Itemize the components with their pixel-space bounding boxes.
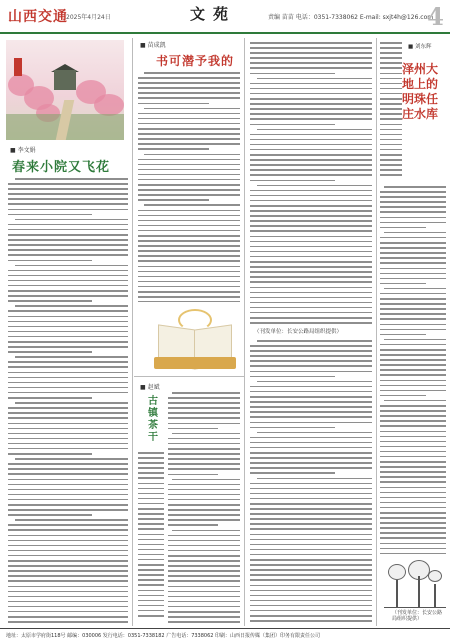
page-number: 4 xyxy=(427,2,444,31)
article-title: 泽州大地上的明珠任庄水库 xyxy=(402,62,439,121)
issue-date: 2025年4月24日 xyxy=(66,14,111,21)
image-caption: （刊发单位：长安公路局组织提供） xyxy=(254,329,343,335)
article-body xyxy=(138,72,240,302)
footer-info: 地址：太原市学府街118号 邮编：030006 发行电话：0351-7338182 广告电话：7338062 印刷：山西日报传媒（集团）印务有限责任公司 xyxy=(0,628,450,640)
section-title: 文苑 xyxy=(190,5,237,23)
article-title: 书可潜予我的 xyxy=(156,54,235,68)
article-body xyxy=(380,42,402,182)
column-divider xyxy=(132,38,133,626)
article-body xyxy=(168,392,240,624)
article-byline: ■ 刘东辉 xyxy=(408,44,432,50)
landscape-sketch xyxy=(384,558,446,608)
open-book-illustration xyxy=(148,305,242,377)
article-byline: ■ 赵斌 xyxy=(140,384,160,391)
masthead xyxy=(0,0,450,34)
article-title: 古镇茶干 xyxy=(148,396,158,443)
article-title: 春来小院又飞花 xyxy=(12,160,111,175)
article-body xyxy=(250,340,372,624)
article-body xyxy=(138,452,164,624)
paper-name: 山西交通 xyxy=(8,9,68,25)
blossom-painting xyxy=(6,40,124,140)
article-byline: ■ 苗成凯 xyxy=(140,42,166,49)
editor-info: 责编 苗苗 电话：0351-7338062 E-mail: sxjt4h@126.com xyxy=(268,14,434,21)
column-divider xyxy=(376,38,377,626)
article-body xyxy=(8,178,128,624)
article-body xyxy=(380,186,446,554)
column-divider xyxy=(244,38,245,626)
article-body xyxy=(250,42,372,324)
article-byline: ■ 李文娟 xyxy=(10,147,36,154)
image-caption: （刊发单位：长安公路局组织提供） xyxy=(392,610,443,622)
